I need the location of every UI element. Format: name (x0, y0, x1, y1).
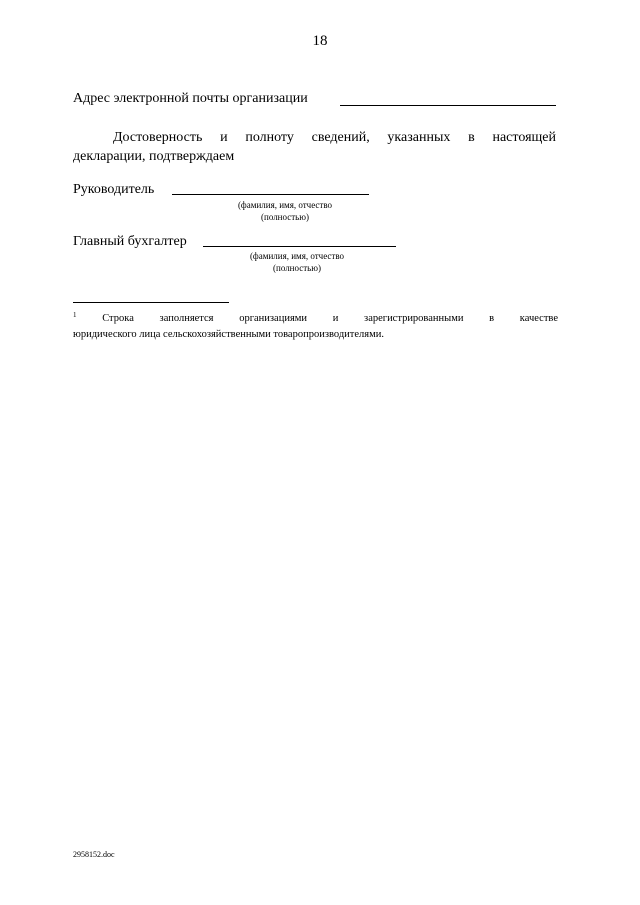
footnote-text-1: Строка заполняется организациями и зарегистрированными в качестве (102, 313, 558, 324)
accountant-signature-line (203, 246, 396, 247)
footnote-marker: 1 (73, 311, 77, 319)
accountant-label: Главный бухгалтер (73, 234, 187, 249)
accountant-caption-1: (фамилия, имя, отчество (249, 251, 345, 261)
file-reference: 2958152.doc (73, 850, 115, 859)
head-signature-line (172, 194, 369, 195)
confirmation-line-1: Достоверность и полноту сведений, указанных в настоящей (113, 130, 556, 145)
head-caption-2: (полностью) (261, 212, 309, 222)
accountant-caption-2: (полностью) (273, 263, 321, 273)
page-number: 18 (312, 33, 328, 49)
head-caption-1: (фамилия, имя, отчество (237, 200, 333, 210)
confirmation-line-2: декларации, подтверждаем (73, 149, 235, 164)
footnote-separator (73, 302, 229, 303)
footnote-line-1 (73, 312, 558, 325)
email-label: Адрес электронной почты организации (73, 91, 308, 106)
footnote-line-2: юридического лица сельскохозяйственными товаропроизводителями. (73, 329, 384, 340)
email-signature-line (340, 105, 556, 106)
head-label: Руководитель (73, 182, 155, 197)
